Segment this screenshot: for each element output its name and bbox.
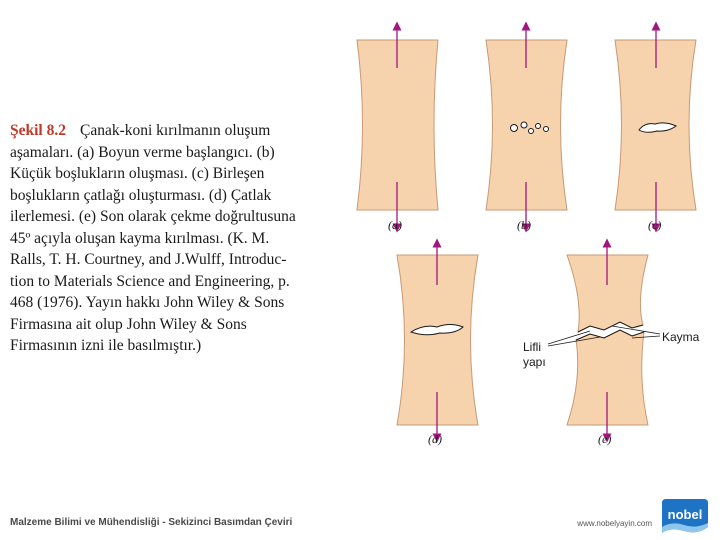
nobel-logo (658, 497, 710, 537)
caption-line: 468 (1976). Yayın hakkı John Wiley & Sons (10, 294, 285, 311)
caption-line: Firmasının izni ile basılmıştır.) (10, 337, 202, 354)
caption-line: ilerlemesi. (e) Son olarak çekme doğrultusuna (10, 208, 296, 225)
panel-c (615, 26, 696, 232)
figure-label: Şekil 8.2 (10, 122, 66, 139)
annotation-kayma: Kayma (662, 330, 700, 344)
panel-label-b: (b) (517, 218, 531, 232)
caption-line: Firmasına ait olup John Wiley & Sons (10, 315, 247, 333)
caption-line: Küçük boşlukların oluşması. (c) Birleşen (10, 165, 265, 182)
void (529, 129, 534, 134)
caption-line: aşamaları. (a) Boyun verme başlangıcı. (b) (10, 143, 275, 161)
publisher-url[interactable]: www.nobelyayin.com (577, 519, 652, 528)
panel-label-d: (d) (428, 432, 442, 446)
caption-line: boşlukların çatlağı oluşturması. (d) Çatlak (10, 186, 272, 204)
annotation-lifli: Lifli (523, 340, 542, 354)
void (511, 125, 518, 132)
panel-a (357, 26, 438, 232)
panel-label-a: (a) (388, 218, 402, 232)
panel-b (486, 26, 567, 232)
panel-e (523, 243, 700, 446)
annotation-yapi: yapı (523, 355, 546, 369)
panel-label-c: (c) (648, 218, 662, 232)
void (521, 122, 527, 128)
caption-line: 45º açıyla oluşan kayma kırılması. (K. M. (10, 229, 270, 247)
panel-d (397, 243, 478, 446)
void (544, 127, 549, 132)
book-title: Malzeme Bilimi ve Mühendisliği - Sekizinci Basımdan Çeviri (10, 517, 293, 528)
caption-line: Ralls, T. H. Courtney, and J.Wulff, Introduc- (10, 251, 287, 268)
page-footer (0, 500, 720, 540)
void (536, 124, 541, 129)
panel-label-e: (e) (598, 432, 612, 446)
figure-title: Çanak-koni kırılmanın oluşum (79, 122, 271, 139)
caption-line: tion to Materials Science and Engineering, p. (10, 272, 290, 290)
svg-text:nobel: nobel (667, 507, 703, 522)
